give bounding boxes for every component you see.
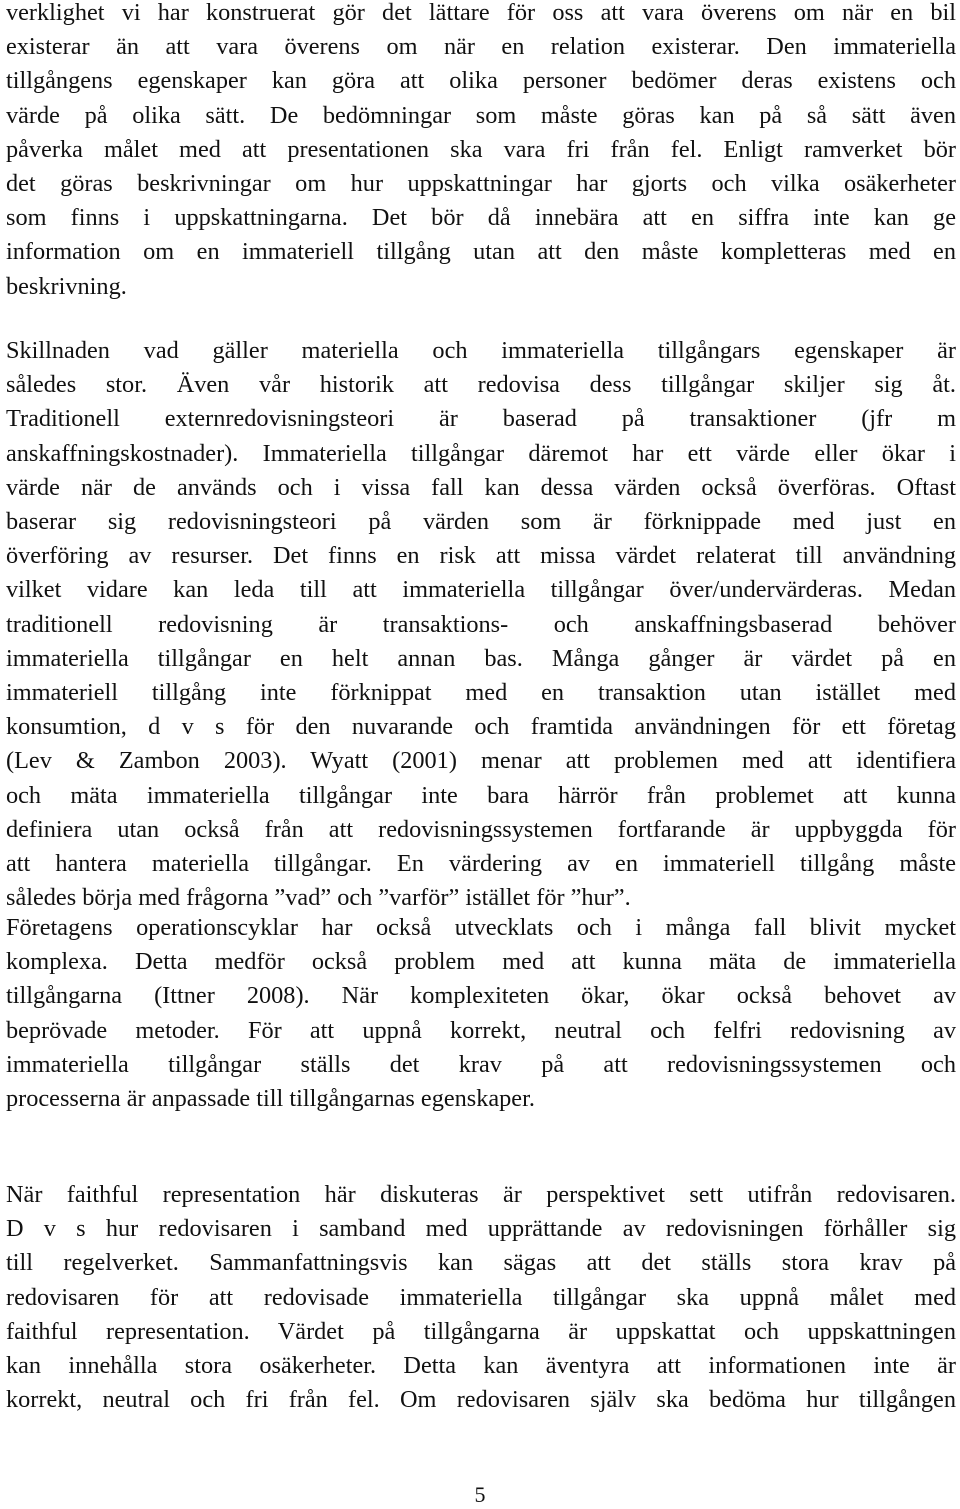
text-line: D v s hur redovisaren i samband med upprättande av redovisningen förhåller sig xyxy=(6,1215,956,1243)
paragraph-3 xyxy=(6,911,956,1116)
text-line: beskrivning. xyxy=(6,272,127,300)
text-line: definiera utan också från att redovisningssystemen fortfarande är uppbyggda för xyxy=(6,815,956,843)
text-line: anskaffningskostnader). Immateriella tillgångar däremot har ett värde eller ökar i xyxy=(6,439,956,467)
paragraph-4 xyxy=(6,1178,956,1417)
text-line: som finns i uppskattningarna. Det bör då innebära att en siffra inte kan ge xyxy=(6,204,956,232)
text-line: Företagens operationscyklar har också utvecklats och i många fall blivit mycket xyxy=(6,914,956,941)
paragraph-2 xyxy=(6,334,956,915)
text-line: (Lev & Zambon 2003). Wyatt (2001) menar att problemen med att identifiera xyxy=(6,747,956,775)
text-line: Traditionell externredovisningsteori är baserad på transaktioner (jfr m xyxy=(6,405,956,433)
text-line: således stor. Även vår historik att redovisa dess tillgångar skiljer sig åt. xyxy=(6,371,956,399)
text-line: påverka målet med att presentationen ska vara fri från fel. Enligt ramverket bör xyxy=(6,135,956,163)
text-line: redovisaren för att redovisade immateriella tillgångar ska uppnå målet med xyxy=(6,1283,956,1311)
text-line: faithful representation. Värdet på tillgångarna är uppskattat och uppskattningen xyxy=(6,1317,956,1345)
text-line: komplexa. Detta medför också problem med att kunna mäta de immateriella xyxy=(6,948,956,976)
text-line: tillgångens egenskaper kan göra att olika personer bedömer deras existens och xyxy=(6,67,956,95)
text-line: kan innehålla stora osäkerheter. Detta kan äventyra att informationen inte är xyxy=(6,1352,956,1380)
text-line: processerna är anpassade till tillgångarnas egenskaper. xyxy=(6,1085,535,1113)
text-line: information om en immateriell tillgång utan att den måste kompletteras med en xyxy=(6,238,956,266)
text-line: baserar sig redovisningsteori på värden som är förknippade med just en xyxy=(6,508,956,536)
text-line: immateriella tillgångar en helt annan bas. Många gånger är värdet på en xyxy=(6,644,956,672)
text-line: När faithful representation här diskuteras är perspektivet sett utifrån redovisaren. xyxy=(6,1181,956,1208)
text-line: och mäta immateriella tillgångar inte bara härrör från problemet att kunna xyxy=(6,781,956,809)
text-line: Skillnaden vad gäller materiella och immateriella tillgångars egenskaper är xyxy=(6,337,956,364)
text-line: överföring av resurser. Det finns en risk att missa värdet relaterat till användning xyxy=(6,542,956,570)
text-line: korrekt, neutral och fri från fel. Om redovisaren själv ska bedöma hur tillgången xyxy=(6,1386,956,1414)
text-line: att hantera materiella tillgångar. En värdering av en immateriell tillgång måste xyxy=(6,850,956,878)
text-line: värde när de används och i vissa fall kan dessa värden också överföras. Oftast xyxy=(6,473,956,501)
page-number: 5 xyxy=(474,1482,486,1507)
text-line: till regelverket. Sammanfattningsvis kan sägas att det ställs stora krav på xyxy=(6,1249,956,1277)
text-line: tillgångarna (Ittner 2008). När komplexiteten ökar, ökar också behovet av xyxy=(6,982,956,1010)
text-line: immateriella tillgångar ställs det krav på att redovisningssystemen och xyxy=(6,1050,956,1078)
text-line: vilket vidare kan leda till att immateriella tillgångar över/undervärderas. Medan xyxy=(6,576,956,604)
text-line: existerar än att vara överens om när en relation existerar. Den immateriella xyxy=(6,33,956,61)
text-line: verklighet vi har konstruerat gör det lättare för oss att vara överens om när en bil xyxy=(6,0,956,26)
text-line: immateriell tillgång inte förknippat med en transaktion utan istället med xyxy=(6,679,956,707)
text-line: det göras beskrivningar om hur uppskattningar har gjorts och vilka osäkerheter xyxy=(6,170,956,198)
text-line: beprövade metoder. För att uppnå korrekt, neutral och felfri redovisning av xyxy=(6,1016,956,1044)
text-line: konsumtion, d v s för den nuvarande och framtida användningen för ett företag xyxy=(6,713,956,741)
text-line: traditionell redovisning är transaktions- och anskaffningsbaserad behöver xyxy=(6,610,956,638)
text-line: således börja med frågorna ”vad” och ”varför” istället för ”hur”. xyxy=(6,884,631,912)
text-line: värde på olika sätt. De bedömningar som måste göras kan på så sätt även xyxy=(6,101,956,129)
paragraph-1 xyxy=(6,0,956,304)
